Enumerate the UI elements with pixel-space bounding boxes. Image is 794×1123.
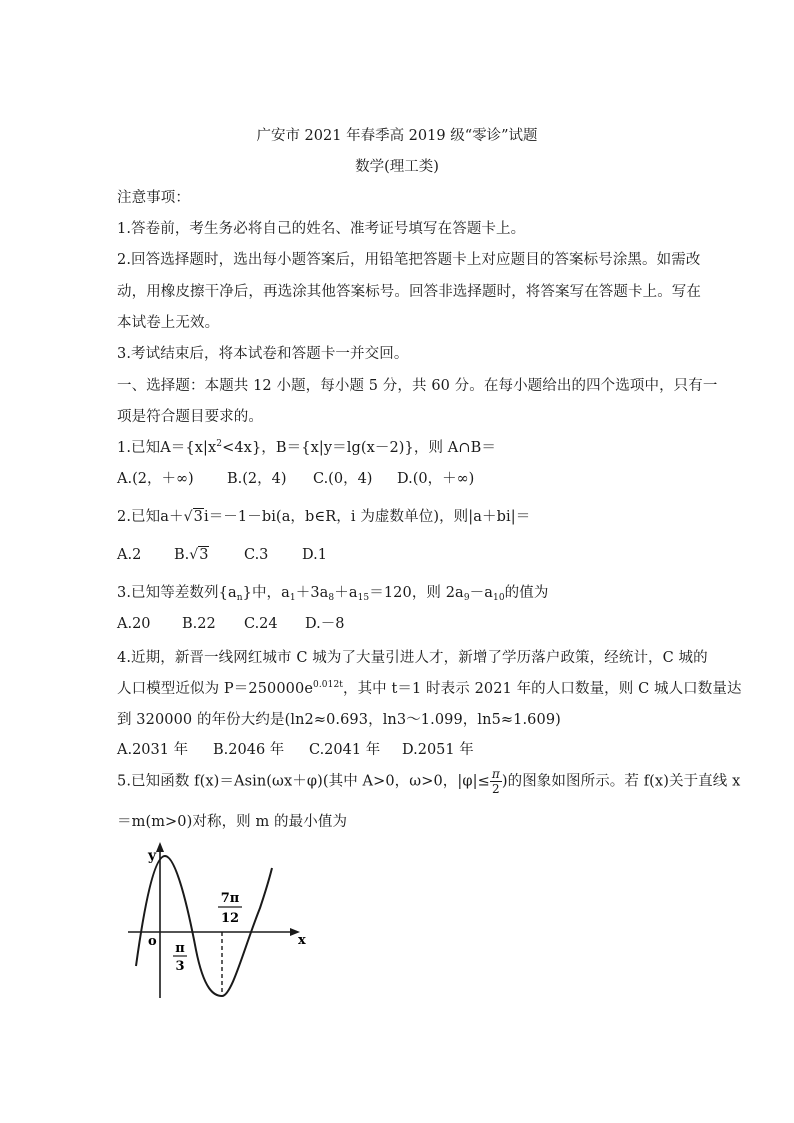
q2-option-b-sqrt: √3 [189,547,209,563]
q4-option-b: B.2046 年 [213,742,285,758]
q2-option-c: C.3 [244,547,269,563]
q1-option-b: B.(2，4) [227,471,287,487]
q5-fraction-numerator: π [491,767,500,781]
note-2-line-1: 2.回答选择题时，选出每小题答案后，用铅笔把答题卡上对应题目的答案标号涂黑。如需改 [117,252,701,268]
question-4-line-3: 到 320000 的年份大约是(ln2≈0.693，ln3～1.099，ln5≈1.609) [117,712,561,728]
q3-text-5: ＝120，则 2a [369,585,464,601]
q3-text-7: 的值为 [504,585,549,601]
question-4-line-2 [117,677,742,698]
question-4-line-1: 4.近期，新晋一线网红城市 C 城为了大量引进人才，新增了学历落户政策，经统计，C 城的 [117,650,708,666]
q2-option-b-label: B. [174,547,190,563]
q1-options [117,467,474,488]
q4-option-a: A.2031 年 [117,742,189,758]
q2-sqrt-value: 3 [193,509,203,525]
q1-text-pre: 1.已知A＝{x|x [117,440,217,456]
q2-option-b-sqrt-value: 3 [199,547,209,563]
mark-pi-3-den: 3 [175,959,185,974]
q4-model-post: ，其中 t＝1 时表示 2021 年的人口数量，则 C 城人口数量达 [342,681,742,697]
q4-model-exponent: 0.012t [313,680,343,690]
section-1-line-1: 一、选择题：本题共 12 小题，每小题 5 分，共 60 分。在每小题给出的四个选项中，只有一 [117,378,718,394]
q1-option-c: C.(0，4) [313,471,373,487]
q1-text-post: <4x}，B＝{x|y＝lg(x－2)}，则 A∩B＝ [222,440,496,456]
sine-curve [136,856,272,996]
q5-fraction [490,767,502,796]
q3-sub-2: 1 [289,593,296,603]
exam-title: 广安市 2021 年春季高 2019 级“零诊”试题 [256,128,538,144]
x-label: x [298,933,306,948]
mark-pi-3-num: π [175,941,185,956]
question-3 [117,581,548,603]
q1-option-d: D.(0，＋∞) [397,471,475,487]
question-5-line-2: ＝m(m>0)对称，则 m 的最小值为 [117,814,348,830]
question-2 [117,505,530,526]
mark-7pi-12-num: 7π [220,891,240,906]
sine-graph [118,838,318,1003]
q4-option-d: D.2051 年 [402,742,474,758]
notes-heading: 注意事项： [117,190,190,206]
q2-option-d: D.1 [302,547,327,563]
q3-text-4: ＋a [334,585,358,601]
mark-7pi-12-den: 12 [220,911,240,926]
note-1: 1.答卷前，考生务必将自己的姓名、准考证号填写在答题卡上。 [117,221,526,237]
q5-text-pre: 5.已知函数 f(x)＝Asin(ωx＋φ)(其中 A>0，ω>0，|φ|≤ [117,773,490,790]
note-2-line-2: 动，用橡皮擦干净后，再选涂其他答案标号。回答非选择题时，将答案写在答题卡上。写在 [117,284,701,300]
question-1 [117,436,496,457]
q3-option-b: B.22 [182,616,216,632]
y-axis-arrow [156,842,164,852]
q3-text-2: }中，a [242,585,290,601]
q1-exponent: 2 [216,439,223,449]
q3-text-6: －a [469,585,493,601]
q4-option-c: C.2041 年 [309,742,381,758]
q2-text-pre: 2.已知a＋ [117,509,184,525]
q3-sub-5: 9 [463,593,470,603]
note-2-line-3: 本试卷上无效。 [117,315,220,331]
q3-options [117,612,344,633]
q3-text-3: ＋3a [295,585,329,601]
q4-model-pre: 人口模型近似为 P＝250000e [117,681,313,697]
q4-options [117,738,474,759]
q3-sub-1: n [236,593,243,603]
q1-option-a: A.(2，＋∞) [117,471,194,487]
note-3: 3.考试结束后，将本试卷和答题卡一并交回。 [117,346,409,362]
exam-subtitle: 数学(理工类) [355,159,439,175]
q2-option-a: A.2 [117,547,142,563]
q3-sub-6: 10 [493,593,505,603]
q3-text-1: 3.已知等差数列{a [117,585,237,601]
q2-sqrt: √3 [183,509,203,525]
q5-fraction-denominator: 2 [491,782,500,796]
q3-option-a: A.20 [117,616,151,632]
y-label: y [148,848,157,864]
q3-sub-4: 15 [357,593,370,603]
origin-label: o [148,934,157,949]
question-5-line-1 [117,767,740,796]
q2-option-b [174,546,244,563]
q3-option-d: D.－8 [305,616,345,632]
q2-options [117,546,327,563]
q3-option-c: C.24 [244,616,278,632]
q5-text-post: )的图象如图所示。若 f(x)关于直线 x [501,773,741,790]
section-1-line-2: 项是符合题目要求的。 [117,409,263,425]
q2-text-post: i＝－1－bi(a，b∈R，i 为虚数单位)，则|a＋bi|＝ [203,509,531,525]
q3-sub-3: 8 [328,593,335,603]
